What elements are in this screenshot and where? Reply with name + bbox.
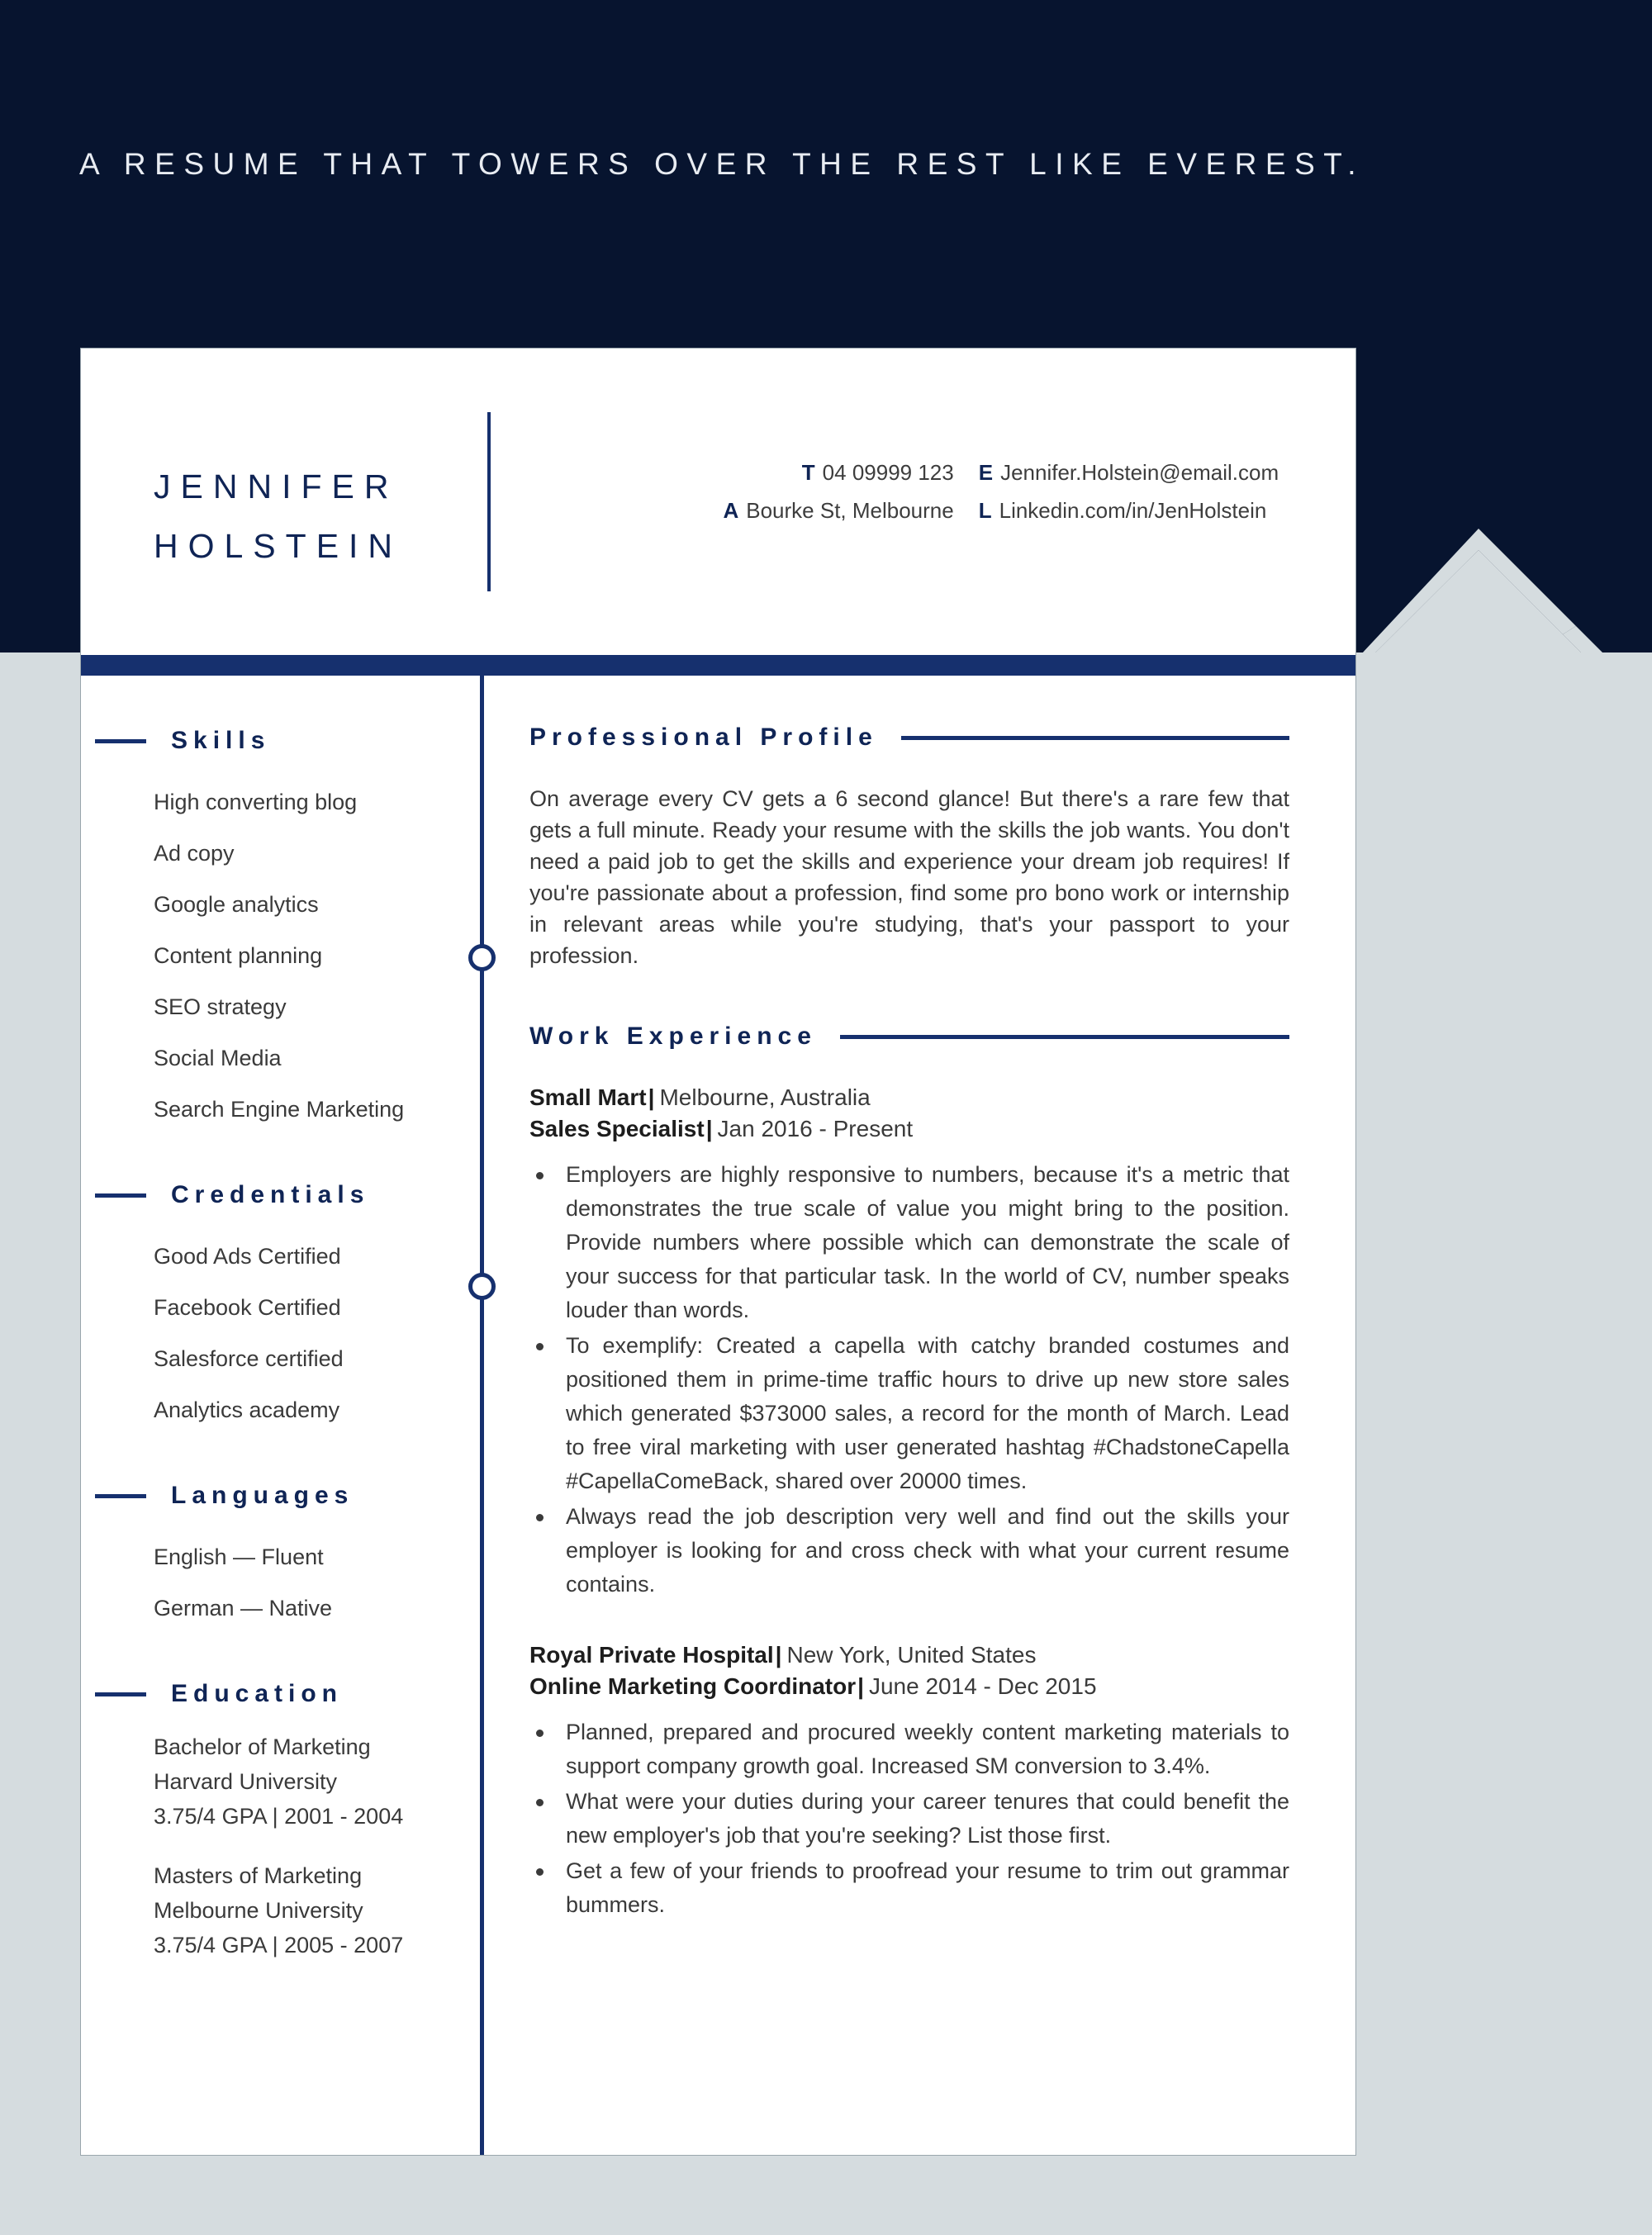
education-school: Harvard University xyxy=(154,1769,338,1794)
sidebar-section-credentials xyxy=(81,1181,480,1435)
education-school: Melbourne University xyxy=(154,1898,363,1923)
job-role: Online Marketing Coordinator xyxy=(529,1673,857,1699)
list-item: English — Fluent xyxy=(154,1545,324,1569)
resume-card xyxy=(80,348,1356,2156)
spacer xyxy=(81,1634,480,1680)
address-key: A xyxy=(723,498,739,523)
credentials-list xyxy=(81,1231,480,1435)
name-first: JENNIFER xyxy=(154,467,399,505)
spacer xyxy=(81,1435,480,1482)
header-accent-bar xyxy=(81,655,1355,676)
list-item: Planned, prepared and procured weekly content marketing materials to support company growth goal. Increased SM conversion to 3.4%. xyxy=(529,1715,1289,1783)
address-value: Bourke St, Melbourne xyxy=(746,498,954,523)
list-item: Ad copy xyxy=(154,841,235,866)
section-heading-work xyxy=(529,1023,1289,1051)
list-item: SEO strategy xyxy=(154,994,287,1019)
resume-header xyxy=(81,349,1355,655)
job-entry xyxy=(529,1082,1289,1145)
contact-linkedin[interactable] xyxy=(979,494,1287,527)
job-location: New York, United States xyxy=(786,1642,1037,1668)
phone-key: T xyxy=(801,460,815,485)
list-item: Content planning xyxy=(154,943,323,968)
phone-value: 04 09999 123 xyxy=(822,460,954,485)
sidebar-section-education xyxy=(81,1680,480,1962)
sidebar-title-skills: Skills xyxy=(171,727,271,754)
list-item: Always read the job description very well and find out the skills your employer is looking for and cross check with what your current resume contains. xyxy=(529,1500,1289,1602)
job-location: Melbourne, Australia xyxy=(659,1084,871,1110)
skills-list xyxy=(81,776,480,1135)
education-detail: 3.75/4 GPA | 2001 - 2004 xyxy=(154,1804,404,1829)
languages-list xyxy=(81,1531,480,1634)
sidebar-section-skills xyxy=(81,727,480,1135)
resume-body xyxy=(81,676,1355,2155)
list-item: Get a few of your friends to proofread your resume to trim out grammar bummers. xyxy=(529,1854,1289,1922)
list-item: What were your duties during your career tenures that could benefit the new employer's job that you're seeking? List those first. xyxy=(529,1785,1289,1853)
section-heading xyxy=(81,1482,480,1510)
timeline-dot-icon xyxy=(468,944,496,971)
section-heading xyxy=(81,1680,480,1708)
list-item: Good Ads Certified xyxy=(154,1244,341,1269)
education-degree: Bachelor of Marketing xyxy=(154,1734,371,1759)
list-item: German — Native xyxy=(154,1596,333,1620)
job-entry xyxy=(529,1639,1289,1702)
job-dates: Jan 2016 - Present xyxy=(717,1116,914,1141)
main-column xyxy=(484,676,1355,2155)
timeline-dot-icon xyxy=(468,1273,496,1300)
job-bullets xyxy=(529,1158,1289,1602)
list-item: Facebook Certified xyxy=(154,1295,341,1320)
list-item: Analytics academy xyxy=(154,1397,340,1422)
heading-dash-icon xyxy=(95,1494,146,1498)
list-item: High converting blog xyxy=(154,790,358,814)
spacer xyxy=(81,1135,480,1181)
email-value: Jennifer.Holstein@email.com xyxy=(1000,460,1279,485)
heading-rule-icon xyxy=(840,1035,1289,1039)
timeline-line xyxy=(480,676,484,2155)
heading-dash-icon xyxy=(95,1692,146,1696)
email-key: E xyxy=(978,460,994,485)
main-title-profile: Professional Profile xyxy=(529,724,878,751)
job-company: Royal Private Hospital xyxy=(529,1642,774,1668)
separator-icon: | xyxy=(705,1116,713,1141)
list-item: To exemplify: Created a capella with catchy branded costumes and positioned them in prime-time traffic hours to drive up new store sales which generated $373000 sales, a record for the month of March. Lead to free viral marketing with user generated hashtag #ChadstoneCapella #CapellaComeBack, shared over 20000 times. xyxy=(529,1329,1289,1498)
contact-row xyxy=(709,456,1287,489)
job-dates: June 2014 - Dec 2015 xyxy=(868,1673,1097,1699)
job-role-line xyxy=(529,1671,1289,1702)
job-bullets xyxy=(529,1715,1289,1922)
education-entry xyxy=(81,1730,480,1834)
education-detail: 3.75/4 GPA | 2005 - 2007 xyxy=(154,1933,404,1957)
header-vertical-divider xyxy=(487,412,491,591)
list-item: Employers are highly responsive to numbers, because it's a metric that demonstrates the true scale of value you might bring to the position. Provide numbers where possible which can demonstrate the scale of your success for that particular task. In the world of CV, number speaks louder than words. xyxy=(529,1158,1289,1327)
list-item: Google analytics xyxy=(154,892,319,917)
sidebar xyxy=(81,676,480,2155)
job-company-line xyxy=(529,1082,1289,1113)
heading-dash-icon xyxy=(95,1193,146,1198)
education-entry xyxy=(81,1858,480,1962)
linkedin-value: Linkedin.com/in/JenHolstein xyxy=(999,498,1267,523)
contact-phone xyxy=(709,456,954,489)
job-role-line xyxy=(529,1113,1289,1145)
section-heading xyxy=(81,1181,480,1209)
list-item: Salesforce certified xyxy=(154,1346,344,1371)
list-item: Search Engine Marketing xyxy=(154,1097,405,1122)
heading-rule-icon xyxy=(901,736,1289,740)
profile-text: On average every CV gets a 6 second glance! But there's a rare few that gets a full minute. Ready your resume with the skills the job wants. You don't need a paid job to get the skills and experience your dream job requires! If you're passionate about a profession, find some pro bono work or internship in relevant areas while you're studying, that's your passport to your profession. xyxy=(529,786,1289,968)
list-item: Social Media xyxy=(154,1046,282,1070)
name-last: HOLSTEIN xyxy=(154,527,403,565)
job-company-line xyxy=(529,1639,1289,1671)
timeline xyxy=(480,676,484,2155)
tagline: A RESUME THAT TOWERS OVER THE REST LIKE EVEREST. xyxy=(79,147,1365,181)
sidebar-title-credentials: Credentials xyxy=(171,1181,370,1208)
contact-email[interactable] xyxy=(979,456,1287,489)
job-role: Sales Specialist xyxy=(529,1116,705,1141)
linkedin-key: L xyxy=(978,498,992,523)
section-heading-profile xyxy=(529,724,1289,752)
separator-icon: | xyxy=(648,1084,655,1110)
section-heading xyxy=(81,727,480,755)
main-title-work: Work Experience xyxy=(529,1023,817,1050)
sidebar-title-education: Education xyxy=(171,1680,344,1707)
separator-icon: | xyxy=(857,1673,864,1699)
job-company: Small Mart xyxy=(529,1084,647,1110)
contact-row xyxy=(709,494,1287,527)
contact-address xyxy=(709,494,954,527)
candidate-name xyxy=(154,457,484,576)
separator-icon: | xyxy=(775,1642,782,1668)
heading-dash-icon xyxy=(95,739,146,743)
sidebar-section-languages xyxy=(81,1482,480,1634)
contact-block xyxy=(709,456,1287,527)
sidebar-title-languages: Languages xyxy=(171,1482,354,1509)
education-degree: Masters of Marketing xyxy=(154,1863,363,1888)
